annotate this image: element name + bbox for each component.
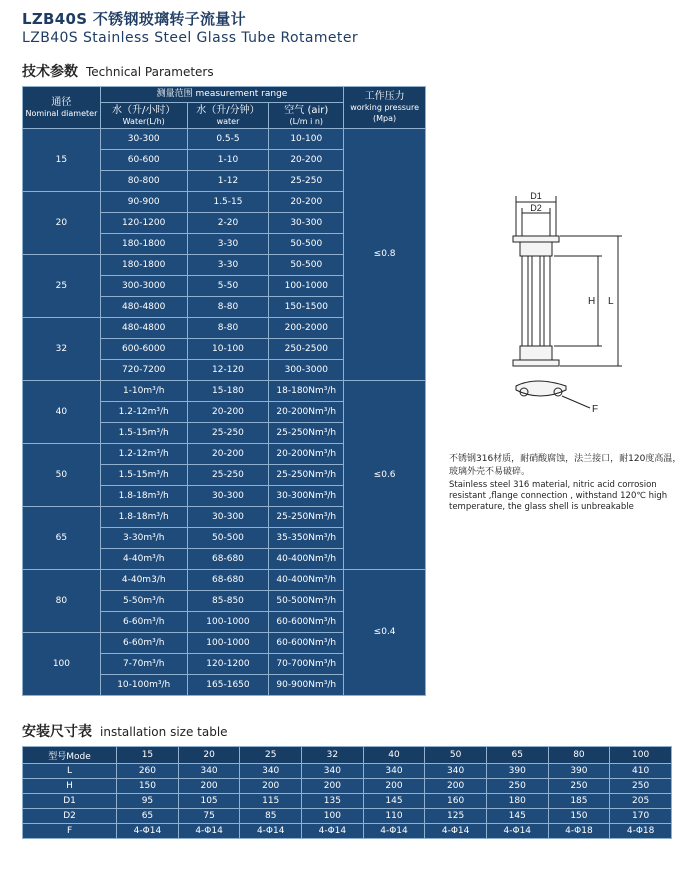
table-row: [23, 129, 426, 150]
water-lmin-cell: 1-10: [187, 150, 269, 171]
install-cell: 250: [548, 779, 610, 794]
water-lmin-cell: 100-1000: [187, 612, 269, 633]
water-lh-cell: 30-300: [100, 129, 187, 150]
install-cell: 4-Φ14: [117, 824, 179, 839]
product-note-cn: 不锈钢316材质，耐硝酸腐蚀，法兰接口，耐120度高温，玻璃外壳不易破碎。: [449, 454, 682, 477]
install-cell: 150: [548, 809, 610, 824]
install-cell: 85: [240, 809, 302, 824]
air-cell: 300-3000: [269, 360, 344, 381]
label-d1: D1: [530, 191, 542, 201]
install-cell: 200: [240, 779, 302, 794]
install-cell: 250: [486, 779, 548, 794]
nominal-diameter-cell: 65: [23, 507, 101, 570]
water-lmin-cell: 100-1000: [187, 633, 269, 654]
air-cell: 60-600Nm³/h: [269, 633, 344, 654]
header-diameter: 通径 Nominal diameter: [23, 87, 101, 129]
install-row-label: D1: [23, 794, 117, 809]
working-pressure-cell: ≤0.4: [344, 570, 426, 696]
water-lmin-cell: 2-20: [187, 213, 269, 234]
working-pressure-cell: ≤0.6: [344, 381, 426, 570]
water-lmin-cell: 3-30: [187, 255, 269, 276]
water-lh-cell: 1.8-18m³/h: [100, 486, 187, 507]
air-cell: 25-250Nm³/h: [269, 423, 344, 444]
install-header-row: [23, 747, 672, 764]
air-cell: 35-350Nm³/h: [269, 528, 344, 549]
section-title-en: installation size table: [100, 725, 228, 739]
table-row: [23, 809, 672, 824]
water-lh-cell: 1.5-15m³/h: [100, 423, 187, 444]
install-header-size: 50: [425, 747, 487, 764]
install-cell: 100: [302, 809, 364, 824]
page-title-en: LZB40S Stainless Steel Glass Tube Rotameter: [22, 30, 358, 46]
table-row: [23, 764, 672, 779]
install-cell: 185: [548, 794, 610, 809]
water-lmin-cell: 165-1650: [187, 675, 269, 696]
water-lh-cell: 120-1200: [100, 213, 187, 234]
install-header-size: 25: [240, 747, 302, 764]
install-cell: 170: [610, 809, 672, 824]
water-lmin-cell: 25-250: [187, 465, 269, 486]
install-cell: 205: [610, 794, 672, 809]
install-cell: 4-Φ14: [363, 824, 425, 839]
section-installation-size: [22, 721, 228, 741]
nominal-diameter-cell: 20: [23, 192, 101, 255]
installation-size-table: [22, 746, 672, 839]
nominal-diameter-cell: 32: [23, 318, 101, 381]
air-cell: 200-2000: [269, 318, 344, 339]
water-lh-cell: 6-60m³/h: [100, 612, 187, 633]
water-lh-cell: 1.2-12m³/h: [100, 444, 187, 465]
water-lmin-cell: 85-850: [187, 591, 269, 612]
water-lmin-cell: 10-100: [187, 339, 269, 360]
air-cell: 20-200Nm³/h: [269, 402, 344, 423]
air-cell: 25-250Nm³/h: [269, 465, 344, 486]
air-cell: 25-250: [269, 171, 344, 192]
section-technical-parameters: [22, 61, 214, 81]
water-lmin-cell: 3-30: [187, 234, 269, 255]
water-lh-cell: 600-6000: [100, 339, 187, 360]
label-l: L: [608, 296, 614, 307]
install-header-size: 40: [363, 747, 425, 764]
install-cell: 4-Φ18: [610, 824, 672, 839]
water-lh-cell: 90-900: [100, 192, 187, 213]
nominal-diameter-cell: 40: [23, 381, 101, 444]
header-working-pressure: 工作压力 working pressure (Mpa): [344, 87, 426, 129]
install-header-size: 80: [548, 747, 610, 764]
install-cell: 65: [117, 809, 179, 824]
air-cell: 18-180Nm³/h: [269, 381, 344, 402]
water-lmin-cell: 15-180: [187, 381, 269, 402]
water-lh-cell: 480-4800: [100, 318, 187, 339]
water-lh-cell: 80-800: [100, 171, 187, 192]
install-cell: 4-Φ14: [178, 824, 240, 839]
air-cell: 25-250Nm³/h: [269, 507, 344, 528]
install-cell: 260: [117, 764, 179, 779]
nominal-diameter-cell: 80: [23, 570, 101, 633]
water-lh-cell: 480-4800: [100, 297, 187, 318]
water-lmin-cell: 1-12: [187, 171, 269, 192]
install-header-size: 32: [302, 747, 364, 764]
label-d2: D2: [530, 203, 542, 213]
install-cell: 340: [178, 764, 240, 779]
table-row: [23, 779, 672, 794]
install-cell: 4-Φ14: [486, 824, 548, 839]
table-row: [23, 570, 426, 591]
air-cell: 90-900Nm³/h: [269, 675, 344, 696]
header-water-lmin: 水（升/分钟） water: [187, 103, 269, 129]
air-cell: 30-300: [269, 213, 344, 234]
water-lh-cell: 3-30m³/h: [100, 528, 187, 549]
product-note-en: Stainless steel 316 material, nitric acid corrosion resistant ,flange connection , withstand 120℃ high temperature, the glass shell is unbreakable: [449, 480, 668, 512]
install-cell: 340: [425, 764, 487, 779]
install-cell: 4-Φ14: [240, 824, 302, 839]
install-cell: 150: [117, 779, 179, 794]
install-cell: 340: [363, 764, 425, 779]
install-row-label: H: [23, 779, 117, 794]
params-body: [23, 129, 426, 696]
working-pressure-cell: ≤0.8: [344, 129, 426, 381]
install-cell: 160: [425, 794, 487, 809]
table-row: [23, 824, 672, 839]
water-lh-cell: 7-70m³/h: [100, 654, 187, 675]
water-lmin-cell: 120-1200: [187, 654, 269, 675]
install-cell: 340: [240, 764, 302, 779]
install-cell: 200: [178, 779, 240, 794]
water-lh-cell: 60-600: [100, 150, 187, 171]
nominal-diameter-cell: 100: [23, 633, 101, 696]
air-cell: 40-400Nm³/h: [269, 570, 344, 591]
air-cell: 50-500: [269, 255, 344, 276]
water-lh-cell: 4-40m3/h: [100, 570, 187, 591]
nominal-diameter-cell: 25: [23, 255, 101, 318]
install-cell: 95: [117, 794, 179, 809]
air-cell: 60-600Nm³/h: [269, 612, 344, 633]
install-row-label: F: [23, 824, 117, 839]
install-cell: 410: [610, 764, 672, 779]
air-cell: 20-200: [269, 150, 344, 171]
install-row-label: D2: [23, 809, 117, 824]
page-title-cn: LZB40S 不锈钢玻璃转子流量计: [22, 10, 246, 28]
table-row: [23, 381, 426, 402]
water-lmin-cell: 8-80: [187, 297, 269, 318]
technical-parameters-table: [22, 86, 426, 696]
install-cell: 390: [548, 764, 610, 779]
install-cell: 200: [425, 779, 487, 794]
water-lh-cell: 6-60m³/h: [100, 633, 187, 654]
section-title-cn: 技术参数: [22, 64, 78, 80]
air-cell: 30-300Nm³/h: [269, 486, 344, 507]
water-lmin-cell: 50-500: [187, 528, 269, 549]
water-lmin-cell: 20-200: [187, 444, 269, 465]
install-cell: 4-Φ14: [425, 824, 487, 839]
water-lmin-cell: 68-680: [187, 570, 269, 591]
install-cell: 145: [486, 809, 548, 824]
install-cell: 115: [240, 794, 302, 809]
install-header-size: 15: [117, 747, 179, 764]
air-cell: 40-400Nm³/h: [269, 549, 344, 570]
water-lh-cell: 300-3000: [100, 276, 187, 297]
install-row-label: L: [23, 764, 117, 779]
install-cell: 340: [302, 764, 364, 779]
section-title-cn: 安装尺寸表: [22, 724, 92, 740]
nominal-diameter-cell: 15: [23, 129, 101, 192]
water-lmin-cell: 5-50: [187, 276, 269, 297]
air-cell: 50-500: [269, 234, 344, 255]
water-lmin-cell: 68-680: [187, 549, 269, 570]
install-header-size: 100: [610, 747, 672, 764]
water-lh-cell: 1.5-15m³/h: [100, 465, 187, 486]
air-cell: 70-700Nm³/h: [269, 654, 344, 675]
water-lmin-cell: 8-80: [187, 318, 269, 339]
install-cell: 75: [178, 809, 240, 824]
water-lmin-cell: 30-300: [187, 507, 269, 528]
rotameter-dimension-drawing: [480, 186, 640, 426]
header-measurement-range: 测量范围 measurement range: [100, 87, 343, 103]
air-cell: 50-500Nm³/h: [269, 591, 344, 612]
install-cell: 390: [486, 764, 548, 779]
water-lmin-cell: 1.5-15: [187, 192, 269, 213]
header-water-lh: 水（升/小时） Water(L/h): [100, 103, 187, 129]
water-lh-cell: 180-1800: [100, 234, 187, 255]
air-cell: 20-200Nm³/h: [269, 444, 344, 465]
air-cell: 10-100: [269, 129, 344, 150]
install-cell: 135: [302, 794, 364, 809]
table-row: [23, 794, 672, 809]
water-lmin-cell: 12-120: [187, 360, 269, 381]
water-lh-cell: 5-50m³/h: [100, 591, 187, 612]
install-cell: 145: [363, 794, 425, 809]
label-f: F: [592, 404, 599, 415]
nominal-diameter-cell: 50: [23, 444, 101, 507]
install-cell: 180: [486, 794, 548, 809]
install-cell: 125: [425, 809, 487, 824]
install-cell: 200: [363, 779, 425, 794]
water-lh-cell: 720-7200: [100, 360, 187, 381]
header-air: 空气 (air) (L/m i n): [269, 103, 344, 129]
install-cell: 110: [363, 809, 425, 824]
water-lh-cell: 180-1800: [100, 255, 187, 276]
install-header-size: 20: [178, 747, 240, 764]
install-cell: 200: [302, 779, 364, 794]
water-lmin-cell: 20-200: [187, 402, 269, 423]
water-lh-cell: 1.2-12m³/h: [100, 402, 187, 423]
water-lh-cell: 10-100m³/h: [100, 675, 187, 696]
install-header-model: 型号Mode: [23, 747, 117, 764]
install-cell: 250: [610, 779, 672, 794]
install-cell: 4-Φ18: [548, 824, 610, 839]
section-title-en: Technical Parameters: [86, 65, 214, 79]
air-cell: 100-1000: [269, 276, 344, 297]
install-body: [23, 764, 672, 839]
label-h: H: [588, 296, 596, 307]
install-cell: 105: [178, 794, 240, 809]
water-lh-cell: 1-10m³/h: [100, 381, 187, 402]
air-cell: 250-2500: [269, 339, 344, 360]
water-lmin-cell: 25-250: [187, 423, 269, 444]
install-header-size: 65: [486, 747, 548, 764]
water-lmin-cell: 0.5-5: [187, 129, 269, 150]
install-cell: 4-Φ14: [302, 824, 364, 839]
air-cell: 150-1500: [269, 297, 344, 318]
water-lh-cell: 4-40m³/h: [100, 549, 187, 570]
air-cell: 20-200: [269, 192, 344, 213]
water-lh-cell: 1.8-18m³/h: [100, 507, 187, 528]
water-lmin-cell: 30-300: [187, 486, 269, 507]
